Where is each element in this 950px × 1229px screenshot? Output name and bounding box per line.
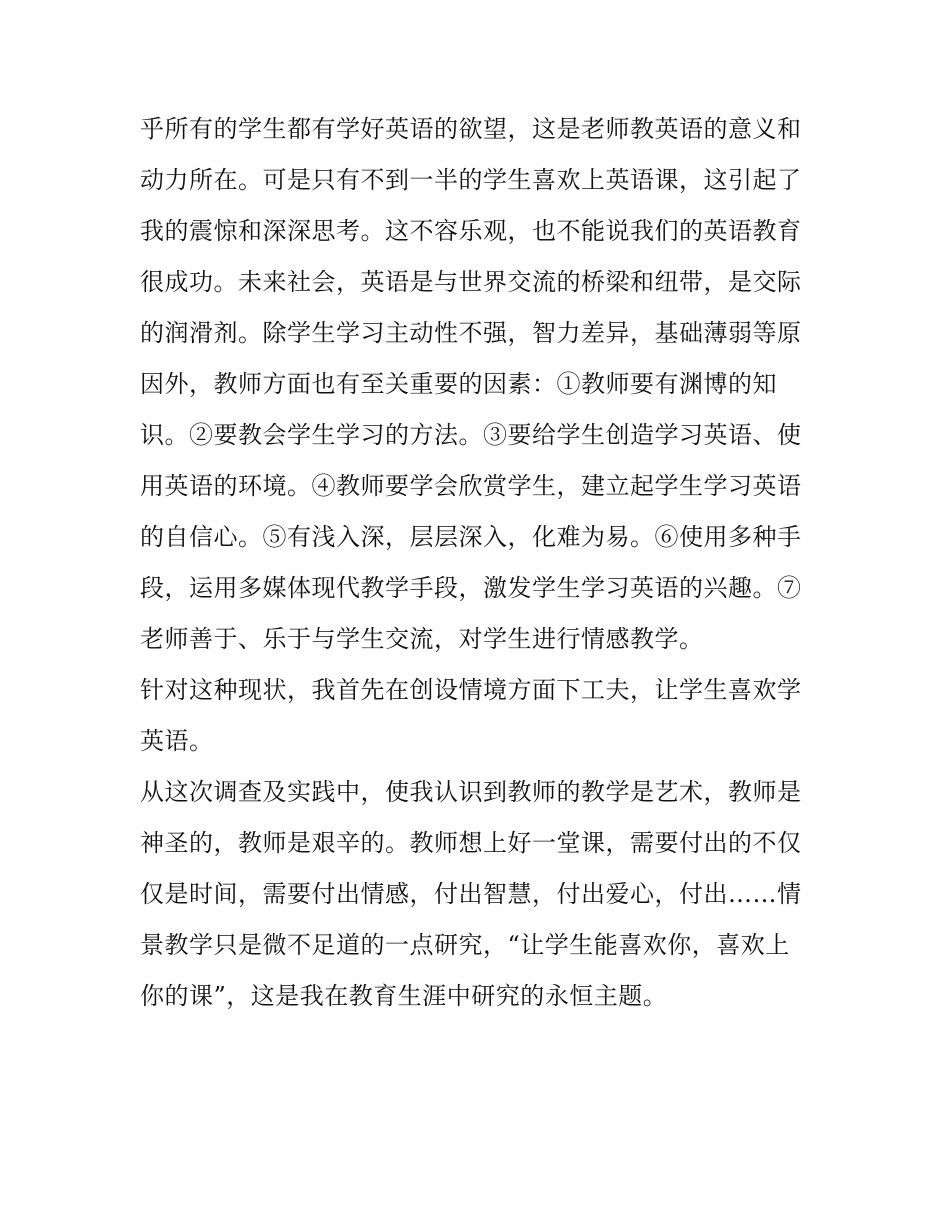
text-line: 因外，教师方面也有至关重要的因素：①教师要有渊博的知	[140, 370, 777, 398]
text-line: 你的课”，这是我在教育生涯中研究的永恒主题。	[140, 982, 668, 1010]
text-line: 乎所有的学生都有学好英语的欲望，这是老师教英语的意义和	[140, 115, 802, 143]
text-line: 英语。	[140, 727, 214, 755]
text-line: 景教学只是微不足道的一点研究，“让学生能喜欢你，喜欢上	[140, 931, 790, 959]
text-line: 识。②要教会学生学习的方法。③要给学生创造学习英语、使	[140, 421, 802, 449]
text-line: 用英语的环境。④教师要学会欣赏学生，建立起学生学习英语	[140, 472, 802, 500]
text-line: 的润滑剂。除学生学习主动性不强，智力差异，基础薄弱等原	[140, 319, 802, 347]
text-line: 针对这种现状，我首先在创设情境方面下工夫，让学生喜欢学	[140, 676, 802, 704]
body-text	[140, 104, 820, 1022]
text-line: 段，运用多媒体现代教学手段，激发学生学习英语的兴趣。⑦	[140, 574, 802, 602]
text-line: 从这次调查及实践中，使我认识到教师的教学是艺术，教师是	[140, 778, 802, 806]
text-line: 仅是时间，需要付出情感，付出智慧，付出爱心，付出……情	[140, 880, 802, 908]
text-line: 的自信心。⑤有浅入深，层层深入，化难为易。⑥使用多种手	[140, 523, 802, 551]
text-line: 动力所在。可是只有不到一半的学生喜欢上英语课，这引起了	[140, 166, 802, 194]
text-line: 我的震惊和深深思考。这不容乐观，也不能说我们的英语教育	[140, 217, 802, 245]
text-line: 神圣的，教师是艰辛的。教师想上好一堂课，需要付出的不仅	[140, 829, 802, 857]
text-line: 老师善于、乐于与学生交流，对学生进行情感教学。	[140, 625, 704, 653]
text-line: 很成功。未来社会，英语是与世界交流的桥梁和纽带，是交际	[140, 268, 802, 296]
